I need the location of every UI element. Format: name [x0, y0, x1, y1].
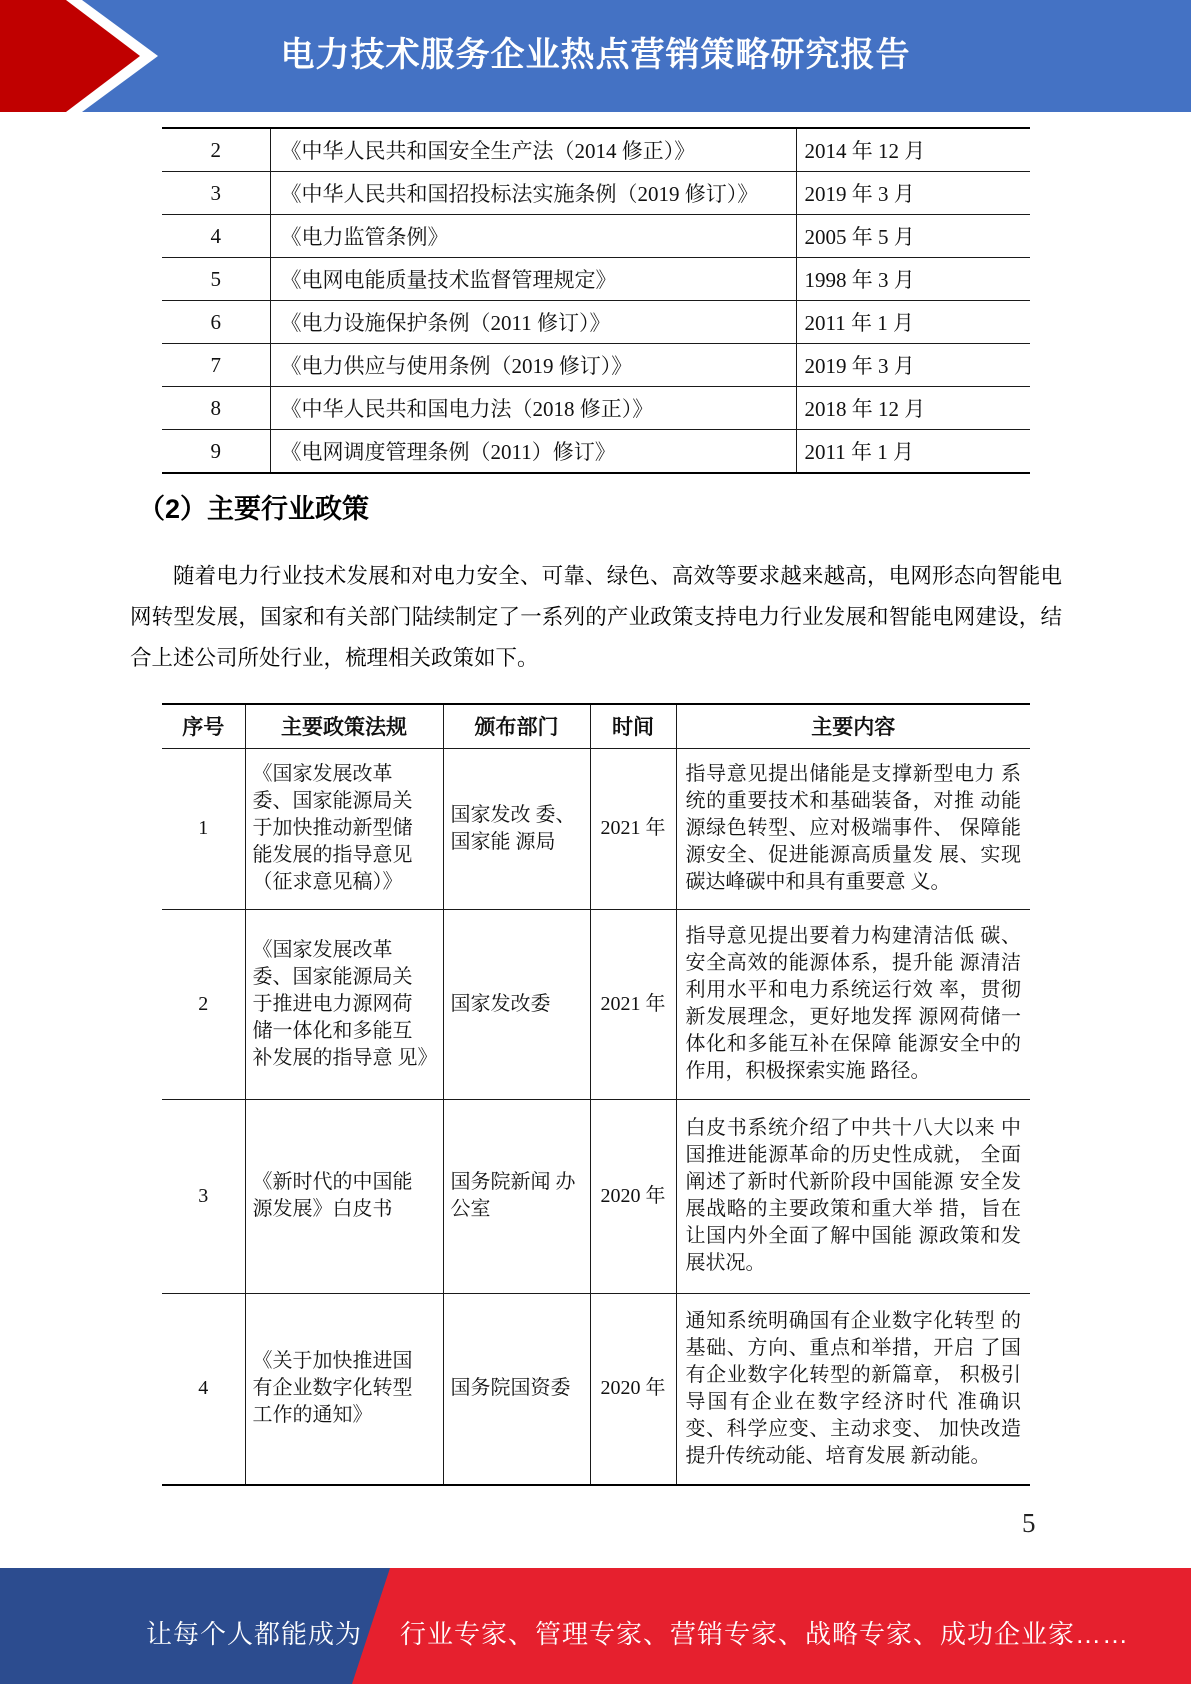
table-row [162, 1293, 1030, 1485]
cell-date: 2014 年 12 月 [796, 128, 1030, 172]
table-row [162, 387, 1030, 430]
cell-no: 5 [162, 258, 270, 301]
header-cell-content: 主要内容 [676, 704, 1030, 748]
cell-no: 6 [162, 301, 270, 344]
cell-date: 2005 年 5 月 [796, 215, 1030, 258]
cell-policy: 《国家发展改革 委、国家能源局关 于加快推动新型储 能发展的指导意见（征求意见稿）》 [245, 748, 443, 909]
cell-no: 2 [162, 128, 270, 172]
cell-date: 2011 年 1 月 [796, 430, 1030, 474]
table-row [162, 301, 1030, 344]
table-row [162, 128, 1030, 172]
cell-name: 《电力监管条例》 [270, 215, 796, 258]
cell-department: 国务院新闻 办公室 [443, 1099, 590, 1293]
cell-name: 《中华人民共和国安全生产法（2014 修正）》 [270, 128, 796, 172]
cell-date: 1998 年 3 月 [796, 258, 1030, 301]
cell-no: 4 [162, 215, 270, 258]
table-row [162, 344, 1030, 387]
table-row [162, 172, 1030, 215]
footer-slogan-left: 让每个人都能成为 [146, 1619, 363, 1649]
cell-no: 4 [162, 1293, 245, 1485]
header-cell-time: 时间 [590, 704, 676, 748]
cell-department: 国家发改 委、国家能 源局 [443, 748, 590, 909]
table-row [162, 748, 1030, 909]
cell-no: 8 [162, 387, 270, 430]
header-banner [0, 0, 1191, 112]
cell-no: 3 [162, 1099, 245, 1293]
cell-no: 9 [162, 430, 270, 474]
cell-no: 7 [162, 344, 270, 387]
cell-date: 2019 年 3 月 [796, 172, 1030, 215]
cell-department: 国家发改委 [443, 909, 590, 1099]
cell-no: 1 [162, 748, 245, 909]
section-heading: （2）主要行业政策 [138, 494, 370, 524]
body-paragraph: 随着电力行业技术发展和对电力安全、可靠、绿色、高效等要求越来越高，电网形态向智能电网转型发展，国家和有关部门陆续制定了一系列的产业政策支持电力行业发展和智能电网建设，结合上述公司所处行业，梳理相关政策如下。 [130, 564, 1062, 670]
cell-policy: 《关于加快推进国 有企业数字化转型 工作的通知》 [245, 1293, 443, 1485]
table-row [162, 258, 1030, 301]
cell-name: 《电力供应与使用条例（2019 修订）》 [270, 344, 796, 387]
cell-content: 指导意见提出要着力构建清洁低 碳、安全高效的能源体系，提升能 源清洁利用水平和电力系统运行效 率，贯彻新发展理念，更好地发挥 源网荷储一体化和多能互补在保障 能源安全中的作用，积极探索实施 路径。 [676, 909, 1030, 1099]
table-row [162, 430, 1030, 474]
cell-date: 2011 年 1 月 [796, 301, 1030, 344]
cell-policy: 《国家发展改革 委、国家能源局关 于推进电力源网荷 储一体化和多能互 补发展的指导意 见》 [245, 909, 443, 1099]
page-number: 5 [1022, 1508, 1036, 1538]
table-header-row [162, 704, 1030, 748]
cell-department: 国务院国资委 [443, 1293, 590, 1485]
cell-content: 白皮书系统介绍了中共十八大以来 中国推进能源革命的历史性成就， 全面阐述了新时代新阶段中国能源 安全发展战略的主要政策和重大举 措，旨在让国内外全面了解中国能 源政策和发展状况。 [676, 1099, 1030, 1293]
policies-table [162, 703, 1030, 1486]
cell-name: 《电网电能质量技术监督管理规定》 [270, 258, 796, 301]
cell-time: 2021 年 [590, 909, 676, 1099]
table-row [162, 215, 1030, 258]
cell-content: 指导意见提出储能是支撑新型电力 系统的重要技术和基础装备，对推 动能源绿色转型、应对极端事件、 保障能源安全、促进能源高质量发 展、实现碳达峰碳中和具有重要意 义。 [676, 748, 1030, 909]
page-title: 电力技术服务企业热点营销策略研究报告 [280, 36, 911, 74]
cell-time: 2020 年 [590, 1293, 676, 1485]
cell-time: 2021 年 [590, 748, 676, 909]
table-row [162, 909, 1030, 1099]
header-cell-no: 序号 [162, 704, 245, 748]
cell-no: 3 [162, 172, 270, 215]
footer-slogan-right: 行业专家、管理专家、营销专家、战略专家、成功企业家…… [400, 1619, 1130, 1649]
table-row [162, 1099, 1030, 1293]
cell-time: 2020 年 [590, 1099, 676, 1293]
cell-name: 《电力设施保护条例（2011 修订）》 [270, 301, 796, 344]
cell-date: 2018 年 12 月 [796, 387, 1030, 430]
cell-content: 通知系统明确国有企业数字化转型 的基础、方向、重点和举措，开启 了国有企业数字化转型的新篇章， 积极引导国有企业在数字经济时代 准确识变、科学应变、主动求变、 加快改造提升传统动能、培育发展 新动能。 [676, 1293, 1030, 1485]
cell-name: 《中华人民共和国招投标法实施条例（2019 修订）》 [270, 172, 796, 215]
cell-no: 2 [162, 909, 245, 1099]
header-cell-policy: 主要政策法规 [245, 704, 443, 748]
cell-date: 2019 年 3 月 [796, 344, 1030, 387]
cell-name: 《中华人民共和国电力法（2018 修正）》 [270, 387, 796, 430]
cell-name: 《电网调度管理条例（2011）修订》 [270, 430, 796, 474]
cell-policy: 《新时代的中国能 源发展》白皮书 [245, 1099, 443, 1293]
header-cell-department: 颁布部门 [443, 704, 590, 748]
regulations-table [162, 127, 1030, 474]
